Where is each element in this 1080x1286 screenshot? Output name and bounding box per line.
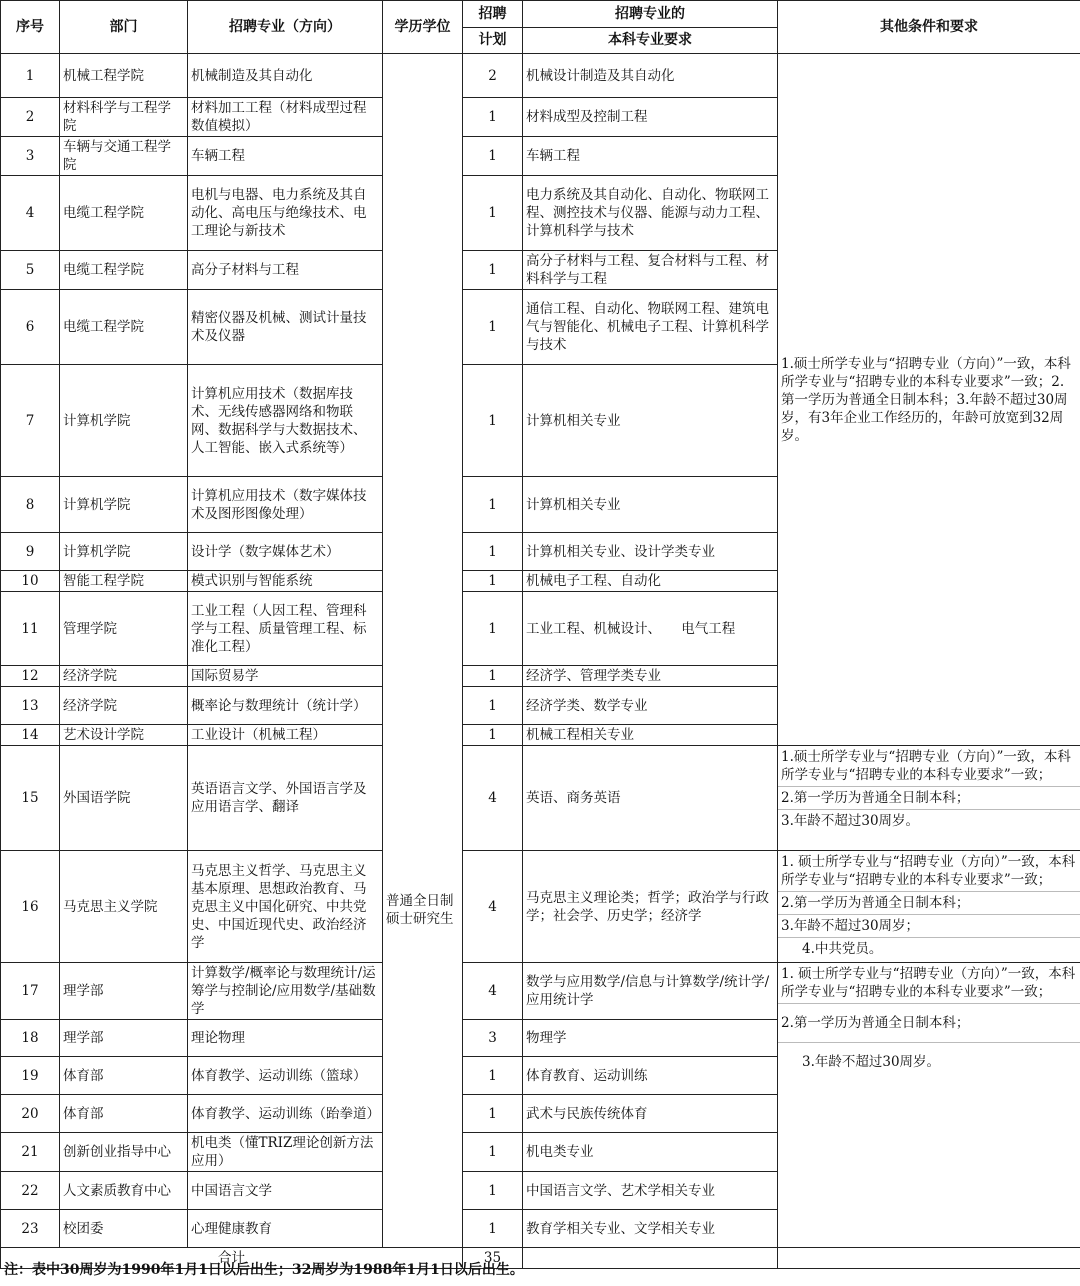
row-plan: 3 — [463, 1020, 523, 1057]
other-req-item: 1. 硕士所学专业与“招聘专业（方向）”一致，本科所学专业与“招聘专业的本科专业要求”一致； — [781, 966, 1076, 1000]
header-major: 招聘专业（方向） — [188, 1, 383, 54]
row-no: 16 — [1, 851, 60, 963]
row-plan: 4 — [463, 963, 523, 1020]
row-plan: 1 — [463, 592, 523, 666]
other-req-item: 1. 硕士所学专业与“招聘专业（方向）”一致，本科所学专业与“招聘专业的本科专业要求”一致； — [781, 854, 1076, 888]
row-major: 设计学（数字媒体艺术） — [188, 533, 383, 571]
row-major: 体育教学、运动训练（跆拳道） — [188, 1095, 383, 1133]
row-dept: 车辆与交通工程学院 — [60, 137, 188, 176]
row-undergrad: 计算机相关专业 — [523, 365, 778, 477]
row-major: 机电类（懂TRIZ理论创新方法应用） — [188, 1133, 383, 1172]
row-undergrad: 机械设计制造及其自动化 — [523, 54, 778, 98]
row-no: 7 — [1, 365, 60, 477]
row-dept: 计算机学院 — [60, 365, 188, 477]
row-major: 体育教学、运动训练（篮球） — [188, 1057, 383, 1095]
row-plan: 1 — [463, 251, 523, 290]
row-no: 19 — [1, 1057, 60, 1095]
other-req-item: 3.年龄不超过30周岁。 — [778, 1042, 1080, 1073]
row-major: 英语语言文学、外国语言学及应用语言学、翻译 — [188, 746, 383, 851]
row-plan: 4 — [463, 746, 523, 851]
row-plan: 1 — [463, 365, 523, 477]
row-undergrad: 计算机相关专业、设计学类专业 — [523, 533, 778, 571]
row-major: 机械制造及其自动化 — [188, 54, 383, 98]
row-major: 概率论与数理统计（统计学） — [188, 687, 383, 725]
row-undergrad: 机械工程相关专业 — [523, 725, 778, 746]
table-row — [1, 963, 1080, 1020]
row-plan: 1 — [463, 725, 523, 746]
row-undergrad: 电力系统及其自动化、自动化、物联网工程、测控技术与仪器、能源与动力工程、计算机科学与技术 — [523, 176, 778, 251]
header-plan-line2: 计划 — [463, 27, 522, 53]
table-row — [1, 851, 1080, 963]
row-dept: 人文素质教育中心 — [60, 1172, 188, 1210]
row-dept: 经济学院 — [60, 666, 188, 687]
row-no: 11 — [1, 592, 60, 666]
row-dept: 机械工程学院 — [60, 54, 188, 98]
total-value: 35 — [463, 1248, 523, 1269]
other-req-item: 2.第一学历为普通全日制本科； — [778, 891, 1080, 914]
degree-merged-cell: 普通全日制硕士研究生 — [383, 54, 463, 1248]
row-undergrad: 马克思主义理论类；哲学；政治学与行政学；社会学、历史学；经济学 — [523, 851, 778, 963]
row-major: 马克思主义哲学、马克思主义基本原理、思想政治教育、马克思主义中国化研究、中共党史、中国近现代史、政治经济学 — [188, 851, 383, 963]
row-dept: 体育部 — [60, 1095, 188, 1133]
row-no: 21 — [1, 1133, 60, 1172]
row-dept: 理学部 — [60, 1020, 188, 1057]
header-undergrad-line1: 招聘专业的 — [615, 6, 685, 22]
row-no: 1 — [1, 54, 60, 98]
row-no: 6 — [1, 290, 60, 365]
row-major: 理论物理 — [188, 1020, 383, 1057]
row-no: 14 — [1, 725, 60, 746]
row-plan: 1 — [463, 666, 523, 687]
row-plan: 1 — [463, 687, 523, 725]
row-undergrad: 工业工程、机械设计、 电气工程 — [523, 592, 778, 666]
row-undergrad: 机电类专业 — [523, 1133, 778, 1172]
row-major: 模式识别与智能系统 — [188, 571, 383, 592]
row-no: 10 — [1, 571, 60, 592]
row-no: 13 — [1, 687, 60, 725]
row-no: 17 — [1, 963, 60, 1020]
row-plan: 1 — [463, 477, 523, 533]
row-major: 中国语言文学 — [188, 1172, 383, 1210]
other-req-item: 2.第一学历为普通全日制本科； — [778, 1003, 1080, 1042]
row-undergrad: 物理学 — [523, 1020, 778, 1057]
row-undergrad: 高分子材料与工程、复合材料与工程、材料科学与工程 — [523, 251, 778, 290]
row-plan: 1 — [463, 571, 523, 592]
row-dept: 体育部 — [60, 1057, 188, 1095]
row-plan: 4 — [463, 851, 523, 963]
row-major: 工业设计（机械工程） — [188, 725, 383, 746]
row-dept: 马克思主义学院 — [60, 851, 188, 963]
header-undergrad-line2: 本科专业要求 — [523, 27, 777, 53]
row-undergrad: 经济学类、数学专业 — [523, 687, 778, 725]
header-other: 其他条件和要求 — [778, 1, 1080, 54]
row-plan: 1 — [463, 1210, 523, 1248]
row-undergrad: 机械电子工程、自动化 — [523, 571, 778, 592]
row-major: 材料加工工程（材料成型过程数值模拟） — [188, 98, 383, 137]
header-plan-line1: 招聘 — [478, 6, 507, 22]
row-plan: 1 — [463, 176, 523, 251]
header-undergrad — [523, 1, 778, 54]
row-no: 8 — [1, 477, 60, 533]
row-dept: 创新创业指导中心 — [60, 1133, 188, 1172]
row-dept: 外国语学院 — [60, 746, 188, 851]
header-dept: 部门 — [60, 1, 188, 54]
row-dept: 电缆工程学院 — [60, 290, 188, 365]
row-major: 工业工程（人因工程、管理科学与工程、质量管理工程、标准化工程） — [188, 592, 383, 666]
row-major: 心理健康教育 — [188, 1210, 383, 1248]
row-undergrad: 体育教育、运动训练 — [523, 1057, 778, 1095]
table-row — [1, 746, 1080, 851]
row-no: 5 — [1, 251, 60, 290]
row-undergrad: 通信工程、自动化、物联网工程、建筑电气与智能化、机械电子工程、计算机科学与技术 — [523, 290, 778, 365]
row-no: 4 — [1, 176, 60, 251]
row-undergrad: 材料成型及控制工程 — [523, 98, 778, 137]
row-major: 计算机应用技术（数据库技术、无线传感器网络和物联网、数据科学与大数据技术、人工智能、嵌入式系统等） — [188, 365, 383, 477]
header-plan — [463, 1, 523, 54]
other-requirements-group4 — [778, 963, 1080, 1248]
other-req-item: 3.年龄不超过30周岁。 — [778, 809, 1080, 832]
row-plan: 1 — [463, 98, 523, 137]
row-plan: 1 — [463, 1172, 523, 1210]
row-plan: 1 — [463, 1133, 523, 1172]
other-req-item: 4.中共党员。 — [778, 937, 1080, 960]
row-dept: 电缆工程学院 — [60, 176, 188, 251]
row-dept: 电缆工程学院 — [60, 251, 188, 290]
row-no: 2 — [1, 98, 60, 137]
footnote: 注：表中30周岁为1990年1月1日以后出生；32周岁为1988年1月1日以后出生。 — [4, 1262, 524, 1278]
row-major: 车辆工程 — [188, 137, 383, 176]
row-plan: 2 — [463, 54, 523, 98]
row-no: 12 — [1, 666, 60, 687]
other-requirements-group3 — [778, 851, 1080, 963]
other-req-item: 3.年龄不超过30周岁； — [778, 914, 1080, 937]
row-undergrad: 数学与应用数学/信息与计算数学/统计学/应用统计学 — [523, 963, 778, 1020]
row-undergrad: 计算机相关专业 — [523, 477, 778, 533]
row-dept: 经济学院 — [60, 687, 188, 725]
row-no: 9 — [1, 533, 60, 571]
row-dept: 智能工程学院 — [60, 571, 188, 592]
total-label: 合计 — [1, 1248, 463, 1269]
other-req-item: 1.硕士所学专业与“招聘专业（方向）”一致，本科所学专业与“招聘专业的本科专业要求”一致； — [781, 749, 1071, 783]
row-major: 精密仪器及机械、测试计量技术及仪器 — [188, 290, 383, 365]
table-row — [1, 54, 1080, 98]
row-plan: 1 — [463, 533, 523, 571]
row-no: 15 — [1, 746, 60, 851]
row-no: 18 — [1, 1020, 60, 1057]
row-major: 计算数学/概率论与数理统计/运筹学与控制论/应用数学/基础数学 — [188, 963, 383, 1020]
row-major: 电机与电器、电力系统及其自动化、高电压与绝缘技术、电工理论与新技术 — [188, 176, 383, 251]
row-plan: 1 — [463, 1095, 523, 1133]
header-degree: 学历学位 — [383, 1, 463, 54]
row-dept: 艺术设计学院 — [60, 725, 188, 746]
row-undergrad: 中国语言文学、艺术学相关专业 — [523, 1172, 778, 1210]
row-no: 22 — [1, 1172, 60, 1210]
row-undergrad: 英语、商务英语 — [523, 746, 778, 851]
row-major: 计算机应用技术（数字媒体技术及图形图像处理） — [188, 477, 383, 533]
row-dept: 计算机学院 — [60, 477, 188, 533]
row-plan: 1 — [463, 290, 523, 365]
row-no: 3 — [1, 137, 60, 176]
row-major: 高分子材料与工程 — [188, 251, 383, 290]
other-requirements-group2 — [778, 746, 1080, 851]
header-seq: 序号 — [1, 1, 60, 54]
row-dept: 校团委 — [60, 1210, 188, 1248]
row-undergrad: 经济学、管理学类专业 — [523, 666, 778, 687]
row-dept: 计算机学院 — [60, 533, 188, 571]
other-req-item: 2.第一学历为普通全日制本科； — [778, 786, 1080, 809]
total-empty-cell — [523, 1248, 778, 1269]
row-undergrad: 武术与民族传统体育 — [523, 1095, 778, 1133]
row-undergrad: 车辆工程 — [523, 137, 778, 176]
row-dept: 理学部 — [60, 963, 188, 1020]
row-no: 20 — [1, 1095, 60, 1133]
other-requirements-group1: 1.硕士所学专业与“招聘专业（方向）”一致，本科所学专业与“招聘专业的本科专业要求”一致；2.第一学历为普通全日制本科；3.年龄不超过30周岁，有3年企业工作经历的，年龄可放宽到32周岁。 — [778, 54, 1080, 746]
row-undergrad: 教育学相关专业、文学相关专业 — [523, 1210, 778, 1248]
row-dept: 管理学院 — [60, 592, 188, 666]
row-plan: 1 — [463, 1057, 523, 1095]
row-dept: 材料科学与工程学院 — [60, 98, 188, 137]
row-plan: 1 — [463, 137, 523, 176]
row-no: 23 — [1, 1210, 60, 1248]
row-major: 国际贸易学 — [188, 666, 383, 687]
total-empty-cell — [778, 1248, 1080, 1269]
